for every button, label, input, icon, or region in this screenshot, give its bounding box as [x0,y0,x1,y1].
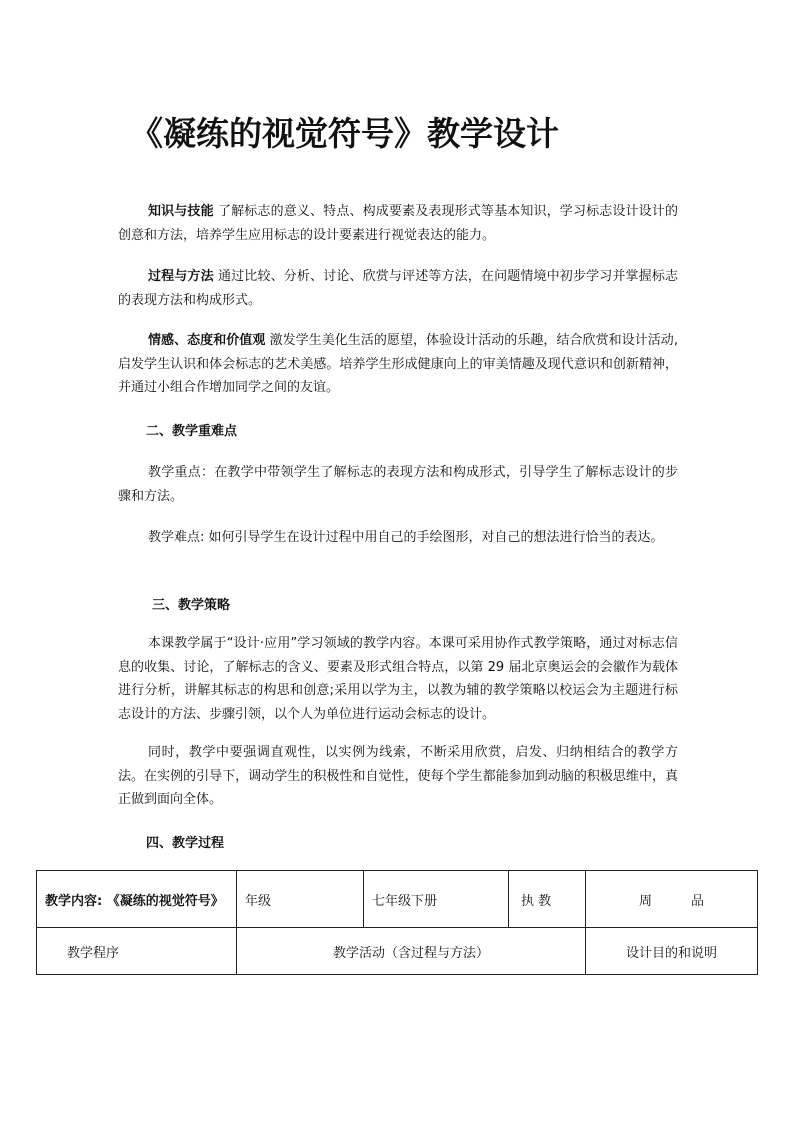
strategy-paragraph-2: 同时，教学中要强调直观性，以实例为线索，不断采用欣赏，启发、归纳相结合的教学方法。在实例的引导下，调动学生的积极性和自觉性，使每个学生都能参加到动脑的积极思维中，真正做到面向全体。 [118,745,678,807]
page-title: 《凝练的视觉符号》教学设计 [130,114,559,153]
objective-process [118,265,678,312]
column-header-procedure: 教学程序 [37,928,237,975]
section-heading-strategy: 三、教学策略 [152,598,231,613]
section-heading-process: 四、教学过程 [146,836,225,851]
strategy-paragraph-1: 本课教学属于“设计·应用”学习领域的教学内容。本课可采用协作式教学策略，通过对标志信息的收集、讨论，了解标志的含义、要素及形式组合特点，以第 29 届北京奥运会的会徽作为载体进行分析，讲解其标志的构思和创意;采用以学为主，以教为辅的教学策略以校运会为主题进行标志设计的方法、步骤引领，以个人为单位进行运动会标志的设计。 [118,636,678,722]
table-row [37,871,758,928]
table-row [37,928,758,975]
grade-label-cell: 年级 [237,871,364,928]
key-point-paragraph: 教学重点：在教学中带领学生了解标志的表现方法和构成形式，引导学生了解标志设计的步骤和方法。 [118,465,678,504]
lesson-content-cell: 教学内容: 《凝练的视觉符号》 [37,871,237,928]
objective-knowledge-label: 知识与技能 [148,204,214,219]
objective-knowledge [118,200,678,247]
column-header-activities: 教学活动（含过程与方法） [237,928,586,975]
objective-emotion [118,329,678,400]
lesson-table [36,870,758,975]
objective-emotion-text: 激发学生美化生活的愿望，体验设计活动的乐趣，结合欣赏和设计活动,启发学生认识和体会标志的艺术美感。培养学生形成健康向上的审美情趣及现代意识和创新精神，并通过小组合作增加同学之间的友谊。 [118,333,678,395]
teacher-label-cell: 执 教 [509,871,586,928]
section-heading-key-points: 二、教学重难点 [146,424,238,439]
difficulty-paragraph: 教学难点: 如何引导学生在设计过程中用自己的手绘图形，对自己的想法进行恰当的表达。 [148,530,664,545]
objective-knowledge-text: 了解标志的意义、特点、构成要素及表现形式等基本知识，学习标志设计设计的创意和方法，培养学生应用标志的设计要素进行视觉表达的能力。 [118,204,678,243]
objective-emotion-label: 情感、态度和价值观 [148,333,266,348]
teacher-value-cell: 周 品 [586,871,758,928]
objective-process-label: 过程与方法 [148,269,214,284]
grade-value-cell: 七年级下册 [364,871,509,928]
column-header-purpose: 设计目的和说明 [586,928,758,975]
objective-process-text: 通过比较、分析、讨论、欣赏与评述等方法，在问题情境中初步学习并掌握标志的表现方法和构成形式。 [118,269,678,308]
